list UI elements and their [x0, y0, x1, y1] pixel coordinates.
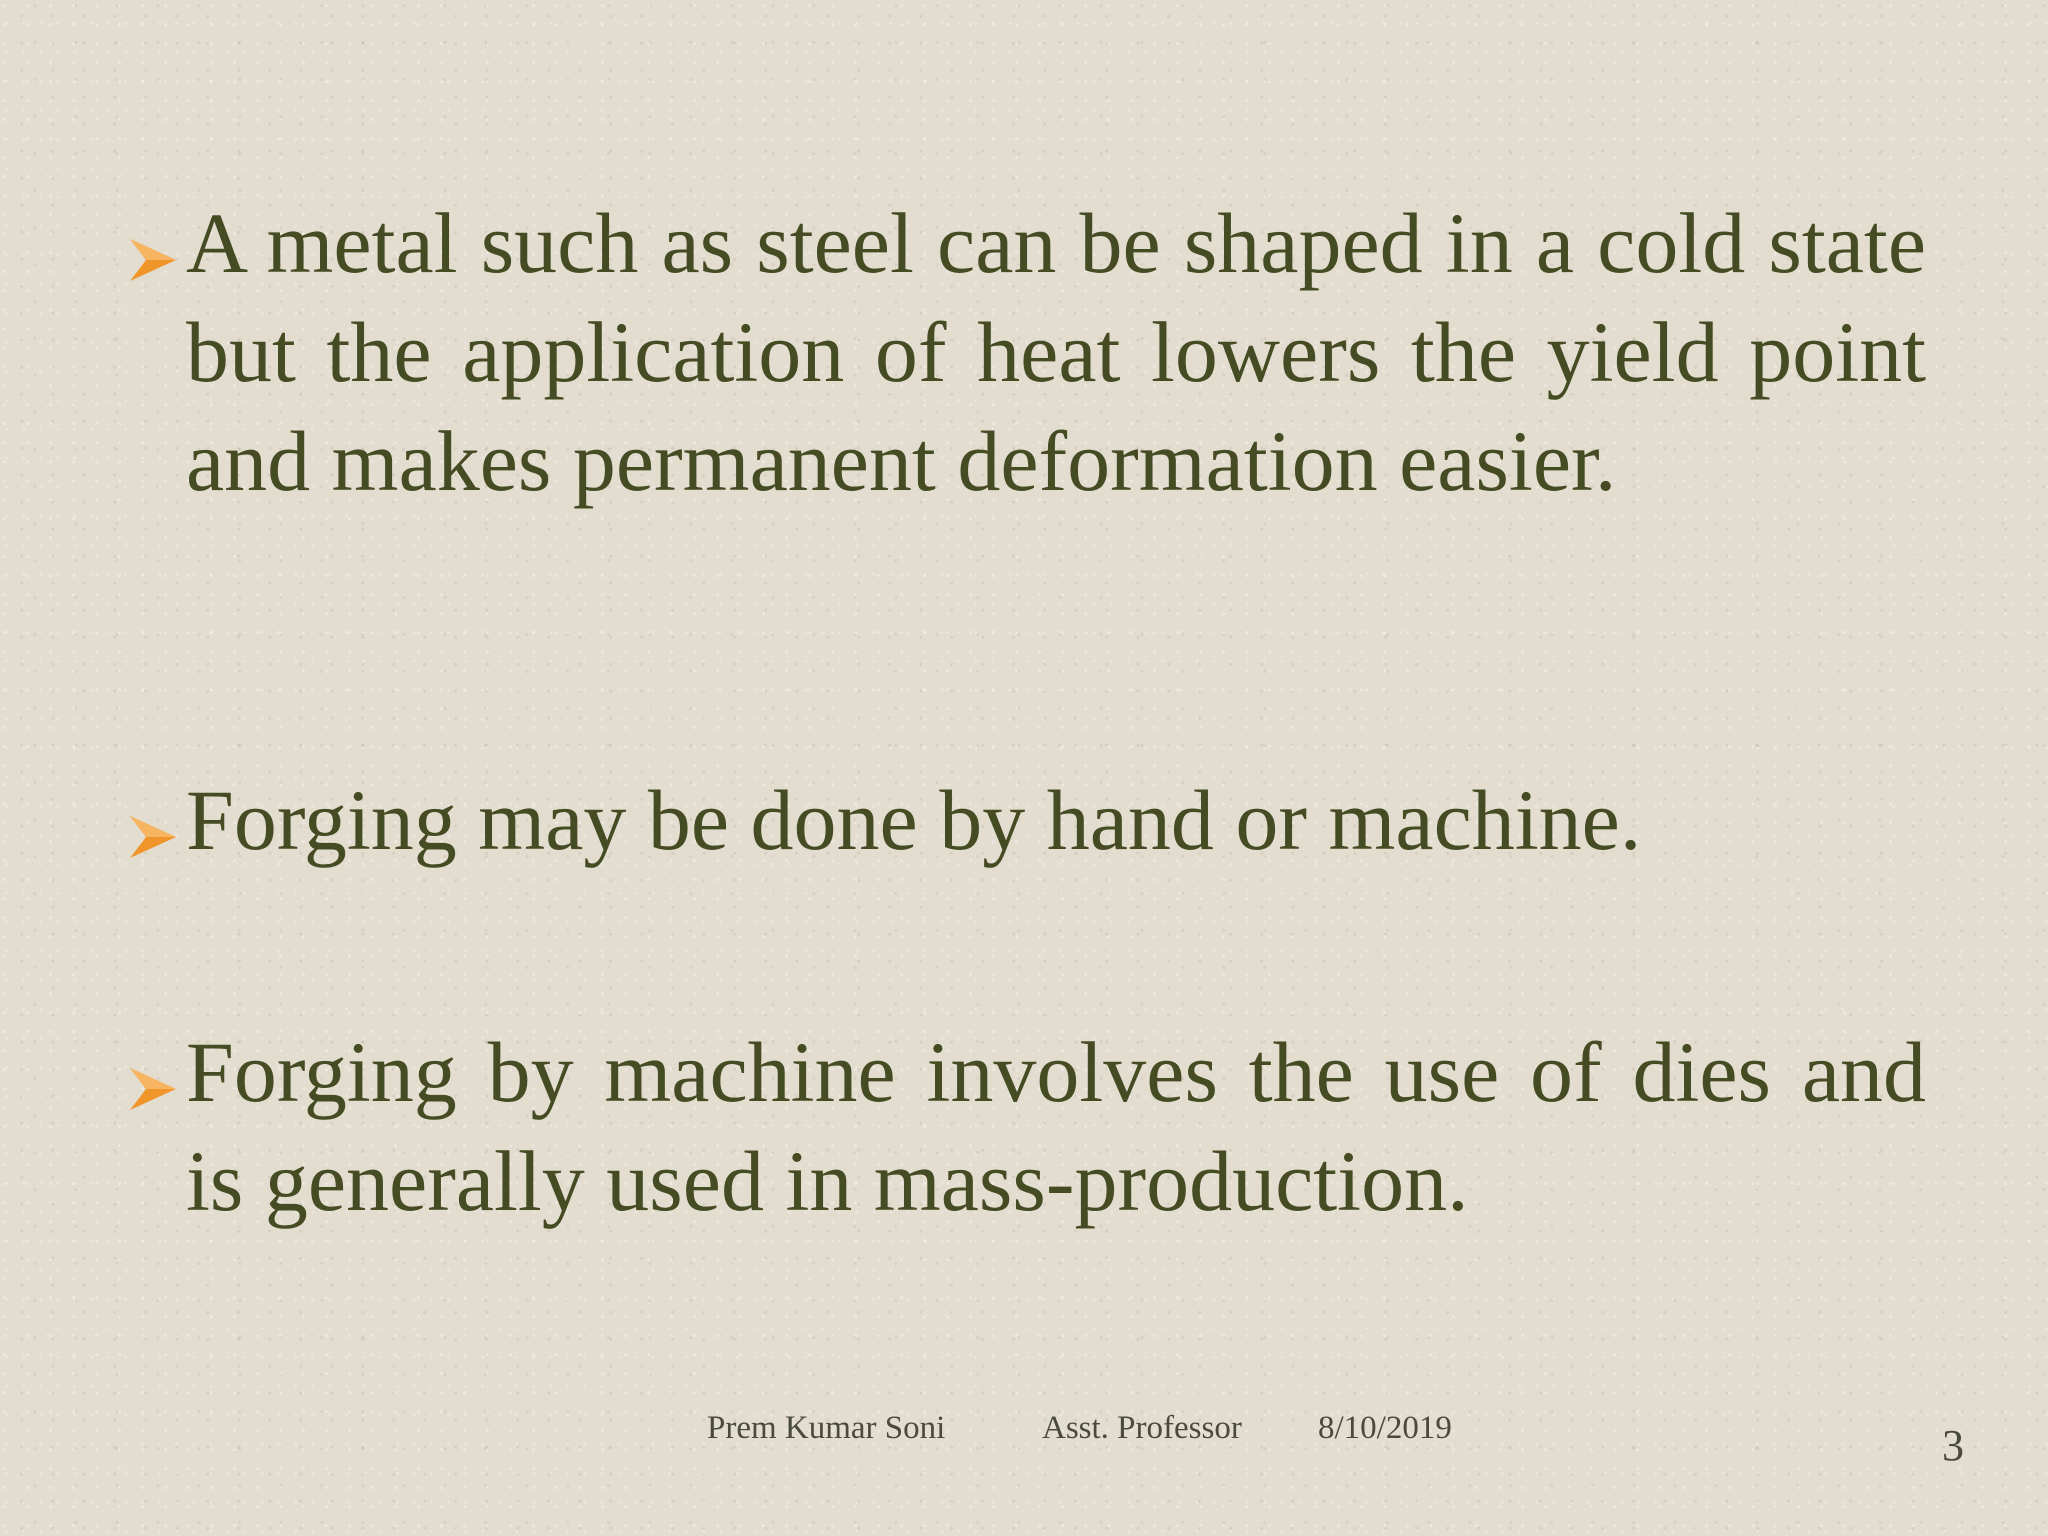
bullet-text: Forging may be done by hand or machine. [186, 772, 1642, 868]
arrow-bullet-icon [128, 235, 186, 285]
bullet-text: A metal such as steel can be shaped in a cold state but the application of heat lowers the yield point and makes permanent deformation easier. [186, 195, 1926, 509]
footer-author: Prem Kumar Soni [707, 1410, 946, 1446]
arrow-bullet-icon [128, 1064, 186, 1114]
bullet-item [128, 1018, 1926, 1236]
page-number: 3 [1942, 1421, 1964, 1470]
footer-date: 8/10/2019 [1318, 1410, 1452, 1446]
bullet-item [128, 766, 1926, 875]
footer-role: Asst. Professor [1042, 1410, 1242, 1446]
arrow-bullet-icon [128, 812, 186, 862]
bullet-text: Forging by machine involves the use of dies and is generally used in mass-production. [186, 1024, 1926, 1229]
bullet-item [128, 189, 1926, 516]
